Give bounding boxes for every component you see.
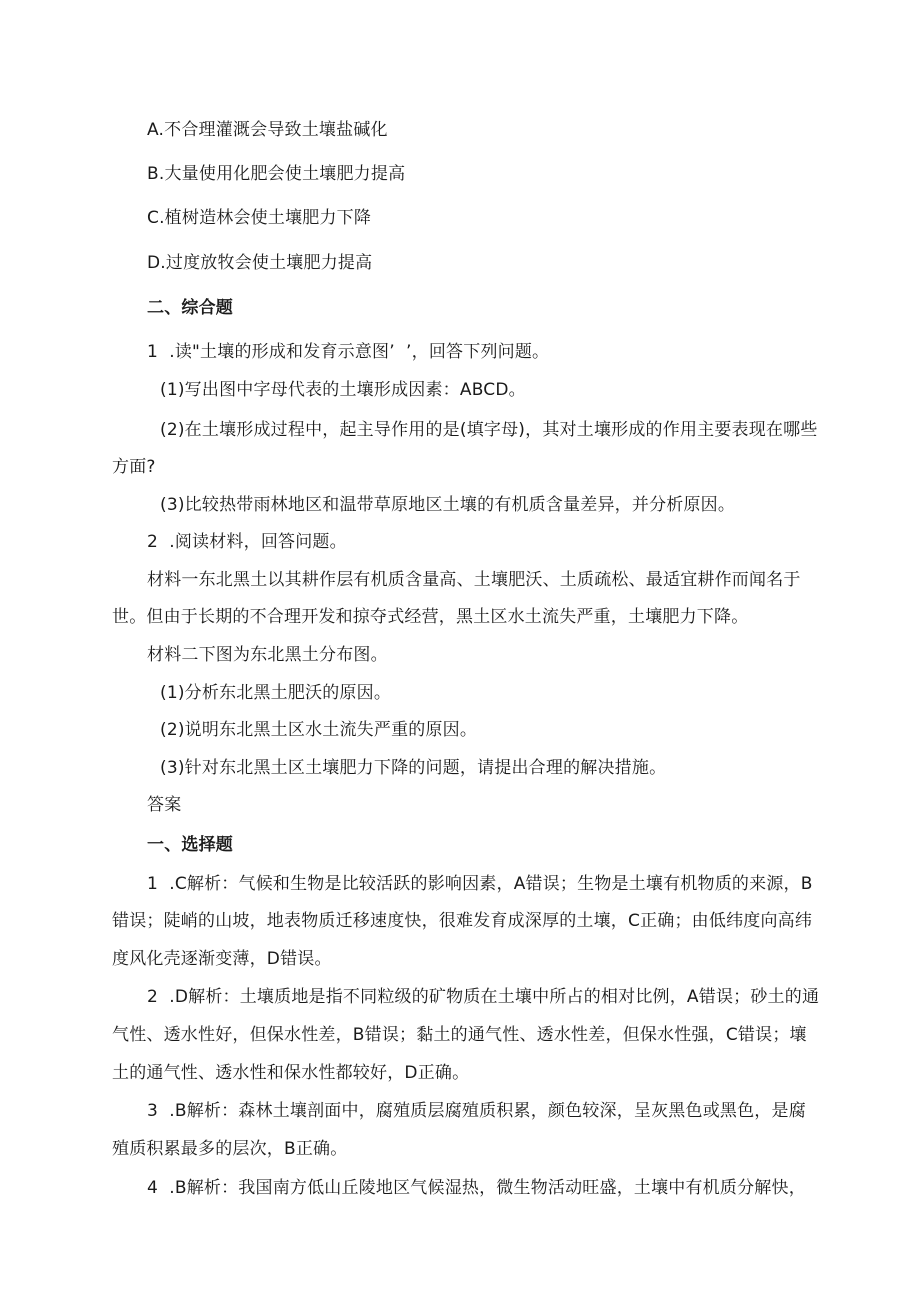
answers-title: 答案 (147, 795, 182, 815)
question-1-stem: 1 .读"土壤的形成和发育示意图’ ’，回答下列问题。 (147, 342, 550, 362)
question-2-part-1: (1)分析东北黑土肥沃的原因。 (160, 683, 392, 703)
question-1-part-1: (1)写出图中字母代表的土壤形成因素：ABCD。 (160, 380, 526, 400)
question-1-part-2-line-1: (2)在土壤形成过程中，起主导作用的是(填字母)，其对土壤形成的作用主要表现在哪些 (160, 420, 818, 440)
material-1-line-2: 世。但由于长期的不合理开发和掠夺式经营，黑土区水土流失严重，土壤肥力下降。 (112, 607, 749, 627)
section-heading-comprehensive: 二、综合题 (147, 298, 233, 318)
answer-1-line-1: 1 .C解析：气候和生物是比较活跃的影响因素，A错误；生物是土壤有机物质的来源，B (147, 874, 813, 894)
answer-1-line-3: 度风化壳逐渐变薄，D错误。 (112, 949, 332, 969)
choice-d: D.过度放牧会使土壤肥力提高 (147, 253, 373, 273)
question-2-part-3: (3)针对东北黑土区土壤肥力下降的问题，请提出合理的解决措施。 (160, 758, 667, 778)
answer-2-line-2: 气性、透水性好，但保水性差，B错误；黏土的通气性、透水性差，但保水性强，C错误；壤 (112, 1025, 807, 1045)
question-1-part-2-line-2: 方面? (112, 457, 156, 477)
material-1-line-1: 材料一东北黑土以其耕作层有机质含量高、土壤肥沃、土质疏松、最适宜耕作而闻名于 (147, 570, 801, 590)
answer-4-line-1: 4 .B解析：我国南方低山丘陵地区气候湿热，微生物活动旺盛，土壤中有机质分解快， (147, 1178, 806, 1198)
choice-c: C.植树造林会使土壤肥力下降 (147, 208, 372, 228)
answers-section-heading: 一、选择题 (147, 835, 233, 855)
answer-3-line-1: 3 .B解析：森林土壤剖面中，腐殖质层腐殖质积累，颜色较深，呈灰黑色或黑色，是腐 (147, 1101, 806, 1121)
material-2: 材料二下图为东北黑土分布图。 (147, 645, 388, 665)
choice-b: B.大量使用化肥会使土壤肥力提高 (147, 164, 406, 184)
answer-3-line-2: 殖质积累最多的层次，B正确。 (112, 1139, 348, 1159)
answer-2-line-1: 2 .D解析：土壤质地是指不同粒级的矿物质在土壤中所占的相对比例，A错误；砂土的通 (147, 987, 820, 1007)
question-2-part-2: (2)说明东北黑土区水土流失严重的原因。 (160, 720, 478, 740)
answer-1-line-2: 错误；陡峭的山坡，地表物质迁移速度快，很难发育成深厚的土壤，C正确；由低纬度向高纬 (112, 911, 813, 931)
question-1-part-3: (3)比较热带雨林地区和温带草原地区土壤的有机质含量差异，并分析原因。 (160, 495, 736, 515)
answer-2-line-3: 土的通气性、透水性和保水性都较好，D正确。 (112, 1063, 470, 1083)
choice-a: A.不合理灌溉会导致土壤盐碱化 (147, 120, 388, 140)
question-2-stem: 2 .阅读材料，回答问题。 (147, 532, 347, 552)
